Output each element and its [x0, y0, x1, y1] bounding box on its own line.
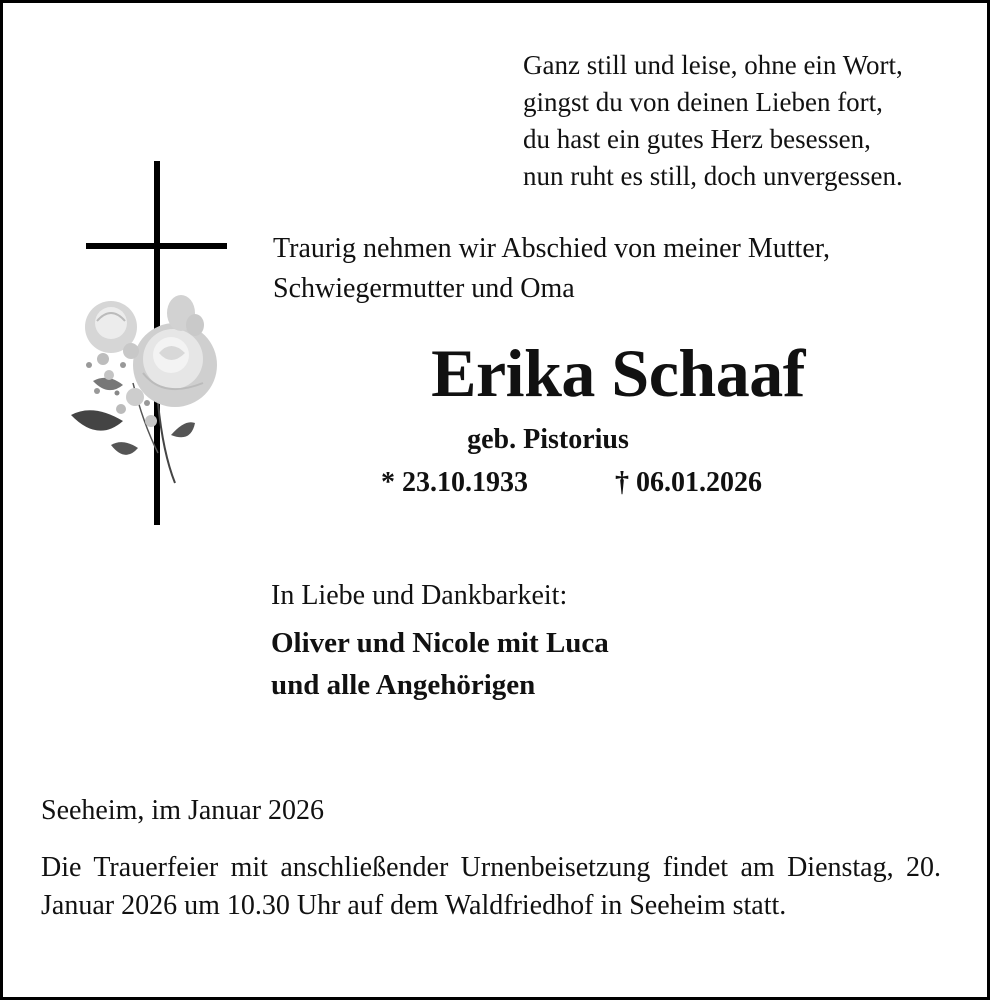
cross-with-roses-icon — [63, 153, 253, 533]
poem-line: nun ruht es still, doch unvergessen. — [523, 161, 903, 191]
poem-line: gingst du von deinen Lieben fort, — [523, 87, 883, 117]
poem-line: du hast ein gutes Herz besessen, — [523, 124, 871, 154]
poem-verse — [523, 47, 963, 195]
mourners-label: In Liebe und Dankbarkeit: — [271, 580, 568, 611]
intro-line: Schwiegermutter und Oma — [273, 273, 575, 304]
intro-line: Traurig nehmen wir Abschied von meiner Mutter, — [273, 233, 830, 264]
death-date: † 06.01.2026 — [615, 467, 762, 498]
place-and-date: Seeheim, im Januar 2026 — [41, 795, 325, 826]
deceased-name: Erika Schaaf — [431, 335, 805, 411]
service-notice: Die Trauerfeier mit anschließender Urnenbeisetzung findet am Dienstag, 20. Januar 2026 um 10.30 Uhr auf dem Waldfriedhof in Seeheim statt. — [41, 852, 941, 921]
mourners-line: Oliver und Nicole mit Luca — [271, 627, 609, 659]
birth-date: * 23.10.1933 — [381, 467, 528, 498]
mourners-line: und alle Angehörigen — [271, 669, 536, 701]
birth-name: geb. Pistorius — [467, 424, 629, 455]
farewell-intro — [273, 229, 973, 309]
mourners-list — [271, 622, 609, 706]
poem-line: Ganz still und leise, ohne ein Wort, — [523, 50, 903, 80]
